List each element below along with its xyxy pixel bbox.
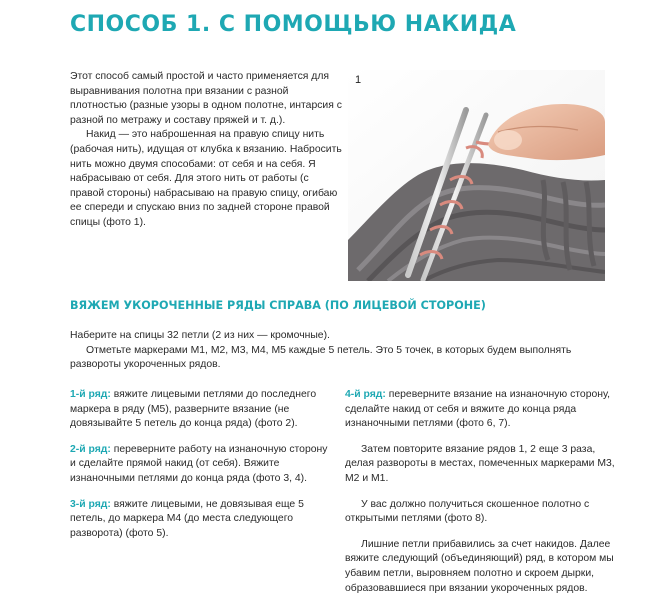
row-text: переверните вязание на изнаночную сторону, сделайте накид от себя и вяжите до конца ряда изнаночными петлями (фото 6, 7). — [345, 389, 611, 430]
photo-number: 1 — [355, 74, 362, 86]
row-instruction — [70, 498, 332, 542]
row-label: 1-й ряд: — [70, 389, 111, 400]
intro-paragraph: Накид — это наброшенная на правую спицу нить (рабочая нить), идущая от клубка к вязанию. Набросить нить можно двумя способами: от себя и на себя. Я набрасываю от себя. Для этого нить от работы (с правой стороны) набрасываю на правую спицу, огибаю ее спереди и спускаю вниз по задней стороне правой спицы (фото 1). — [70, 129, 342, 228]
lead-paragraph: Наберите на спицы 32 петли (2 из них — кромочные). — [70, 330, 330, 341]
row-text: вяжите лицевыми, не довязывая еще 5 петель, до маркера М4 (до места следующего разворота) (фото 5). — [70, 498, 304, 539]
row-label: 4-й ряд: — [345, 389, 386, 400]
body-paragraph: Затем повторите вязание рядов 1, 2 еще 3 раза, делая развороты в местах, помеченных маркерами М3, М2 и М1. — [345, 443, 615, 484]
knitting-photo-icon — [348, 70, 605, 281]
left-column — [70, 388, 332, 552]
right-column — [345, 388, 617, 596]
lead-text — [70, 329, 610, 373]
row-instruction — [70, 443, 332, 487]
row-instruction — [70, 388, 332, 432]
lead-paragraph: Отметьте маркерами М1, М2, М3, М4, М5 каждые 5 петель. Это 5 точек, в которых будем выполнять развороты укороченных рядов. — [70, 344, 572, 371]
page-title: СПОСОБ 1. С ПОМОЩЬЮ НАКИДА — [70, 12, 517, 37]
row-text: вяжите лицевыми петлями до последнего маркера в ряду (М5), разверните вязание (не довязывайте 5 петель до конца ряда) (фото 2). — [70, 389, 317, 430]
section-subtitle: ВЯЖЕМ УКОРОЧЕННЫЕ РЯДЫ СПРАВА (ПО ЛИЦЕВОЙ СТОРОНЕ) — [70, 299, 486, 312]
intro-paragraph: Этот способ самый простой и часто применяется для выравнивания полотна при вязании с разной плотностью (разные узоры в одном полотне, интарсия с разной по метражу и составу пряжей и т. д.). — [70, 71, 342, 126]
row-label: 3-й ряд: — [70, 498, 111, 510]
intro-text — [70, 70, 342, 231]
knitting-photo — [348, 70, 605, 281]
body-paragraph: У вас должно получиться скошенное полотно с открытыми петлями (фото 8). — [345, 498, 590, 525]
row-label: 2-й ряд: — [70, 443, 111, 455]
row-instruction — [345, 388, 617, 432]
row-text: переверните работу на изнаночную сторону и сделайте прямой накид (от себя). Вяжите изнаночными петлями до конца ряда (фото 3, 4). — [70, 443, 328, 484]
body-paragraph: Лишние петли прибавились за счет накидов. Далее вяжите следующий (объединяющий) ряд, в котором мы убавим петли, выровняем полотно и скроем дырки, образовавшиеся при вязании укороченных рядов. — [345, 538, 614, 594]
